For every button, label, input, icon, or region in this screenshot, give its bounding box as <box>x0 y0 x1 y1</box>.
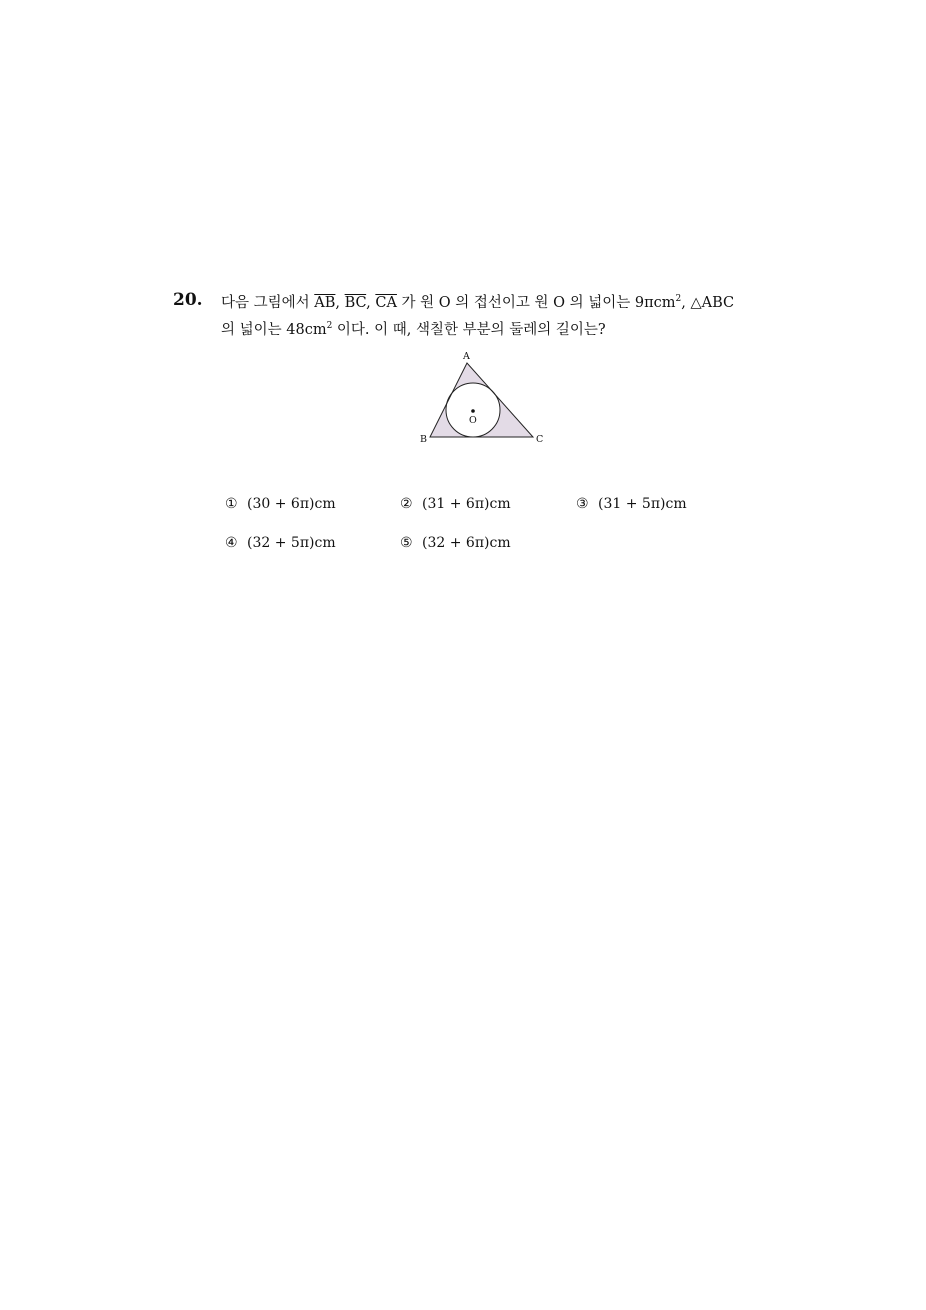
triangle-incircle-figure <box>416 350 550 448</box>
choice-2-text: (31 + 6π)cm <box>422 496 511 512</box>
choice-2[interactable] <box>400 496 511 512</box>
figure-svg <box>416 350 550 448</box>
choice-1-text: (30 + 6π)cm <box>247 496 336 512</box>
choice-4-text: (32 + 5π)cm <box>247 535 336 551</box>
question-text: 다음 그림에서 <box>221 295 315 311</box>
choice-1[interactable] <box>225 496 336 512</box>
segment-bc: $\overline{BC}$ <box>344 295 367 311</box>
question-text-line-1 <box>221 291 734 312</box>
choice-1-mark: ① <box>225 496 238 512</box>
separator: , <box>366 295 376 311</box>
label-b: B <box>420 434 427 445</box>
question-text: , △ABC <box>681 295 735 311</box>
choice-3-mark: ③ <box>576 496 589 512</box>
choice-5-text: (32 + 6π)cm <box>422 535 511 551</box>
choice-4[interactable] <box>225 535 336 551</box>
label-o: O <box>469 415 477 426</box>
question-text-line-2 <box>221 318 606 339</box>
separator: , <box>335 295 345 311</box>
exponent: 2 <box>326 321 333 332</box>
segment-ca: $\overline{CA}$ <box>375 295 397 311</box>
choice-5-mark: ⑤ <box>400 535 413 551</box>
question-text: 의 넓이는 48cm <box>221 322 327 338</box>
question-number: 20. <box>173 290 203 310</box>
exponent: 2 <box>675 294 682 305</box>
label-c: C <box>536 434 544 445</box>
shaded-region <box>430 363 533 437</box>
choice-3-text: (31 + 5π)cm <box>598 496 687 512</box>
question-text: 가 원 O 의 접선이고 원 O 의 넓이는 9πcm <box>396 295 676 311</box>
choice-4-mark: ④ <box>225 535 238 551</box>
choice-2-mark: ② <box>400 496 413 512</box>
question-text: 이다. 이 때, 색칠한 부분의 둘레의 길이는? <box>332 322 606 338</box>
choice-3[interactable] <box>576 496 687 512</box>
center-point-o <box>471 409 475 413</box>
choice-5[interactable] <box>400 535 511 551</box>
label-a: A <box>463 351 470 362</box>
segment-ab: $\overline{AB}$ <box>314 295 336 311</box>
